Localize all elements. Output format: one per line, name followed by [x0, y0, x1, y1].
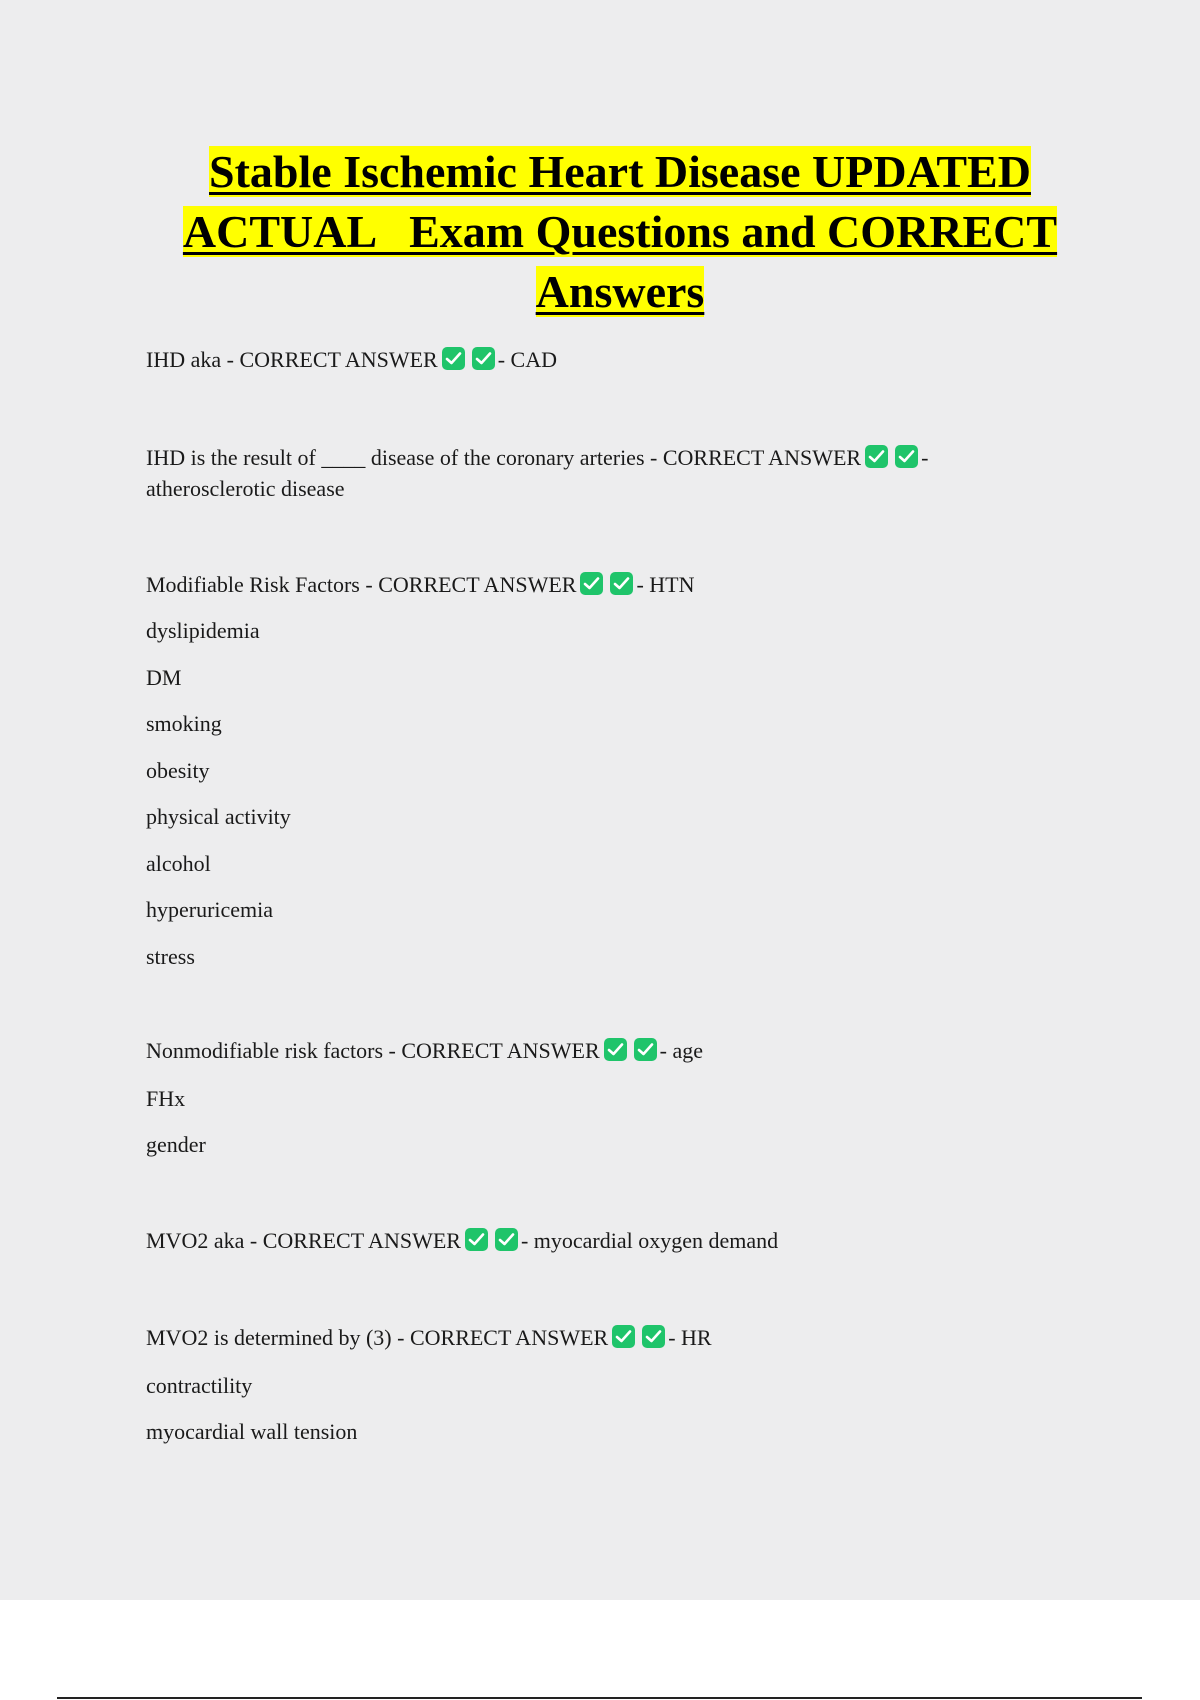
qa-item-3 [146, 569, 1046, 600]
check-mark-button-icon [580, 572, 603, 595]
answer-list-item: stress [146, 944, 195, 969]
question-text: MVO2 is determined by (3) - [146, 1325, 410, 1350]
answer-list-item: contractility [146, 1373, 253, 1398]
question-text: IHD is the result of ____ disease of the coronary arteries - [146, 445, 663, 470]
answer-list-item: obesity [146, 758, 210, 783]
title-line-2: ACTUAL Exam Questions and CORRECT [182, 206, 1058, 257]
answer-list-item: dyslipidemia [146, 618, 260, 643]
answer-marker: CORRECT ANSWER [262, 1228, 461, 1253]
document-title [140, 142, 1100, 322]
answer-text: - [921, 445, 929, 470]
answer-list-item: hyperuricemia [146, 897, 274, 922]
answer-marker: CORRECT ANSWER [239, 347, 438, 372]
answer-list-item: alcohol [146, 851, 211, 876]
answer-text: - HTN [636, 572, 695, 597]
question-text: MVO2 aka - [146, 1228, 263, 1253]
question-line [146, 569, 1046, 600]
question-line [146, 442, 1046, 473]
qa-item-2 [146, 442, 1046, 504]
answer-list-item: physical activity [146, 804, 291, 829]
answer-continuation: atherosclerotic disease [146, 476, 345, 501]
check-mark-button-icon [610, 572, 633, 595]
answer-marker: CORRECT ANSWER [409, 1325, 609, 1350]
qa-item-6 [146, 1322, 1046, 1353]
answer-marker: CORRECT ANSWER [401, 1038, 600, 1063]
check-mark-button-icon [495, 1228, 518, 1251]
answer-list-item: DM [146, 665, 182, 690]
check-mark-button-icon [465, 1228, 488, 1251]
check-mark-button-icon [612, 1325, 635, 1348]
check-mark-button-icon [895, 445, 918, 468]
title-line-1: Stable Ischemic Heart Disease UPDATED [209, 146, 1031, 197]
check-mark-button-icon [634, 1038, 657, 1061]
footer-rule [57, 1697, 1142, 1699]
answer-marker: CORRECT ANSWER [378, 572, 577, 597]
answer-text: - CAD [497, 347, 557, 372]
answer-list-item: gender [146, 1132, 206, 1157]
check-mark-button-icon [472, 347, 495, 370]
question-line [146, 1225, 1046, 1256]
check-mark-button-icon [604, 1038, 627, 1061]
check-mark-button-icon [642, 1325, 665, 1348]
question-text: Modifiable Risk Factors - [146, 572, 379, 597]
question-text: IHD aka - [146, 347, 240, 372]
answer-text: - age [659, 1038, 703, 1063]
check-mark-button-icon [865, 445, 888, 468]
answer-list-item: smoking [146, 711, 222, 736]
answer-list-item: myocardial wall tension [146, 1419, 358, 1444]
qa-item-4 [146, 1035, 1046, 1066]
question-line [146, 1322, 1046, 1353]
qa-item-1 [146, 344, 1046, 375]
answer-text: - HR [668, 1325, 712, 1350]
title-line-3: Answers [535, 266, 705, 317]
answer-text: - myocardial oxygen demand [520, 1228, 779, 1253]
qa-item-5 [146, 1225, 1046, 1256]
question-line [146, 344, 1046, 375]
question-line [146, 1035, 1046, 1066]
check-mark-button-icon [442, 347, 465, 370]
answer-marker: CORRECT ANSWER [662, 445, 862, 470]
answer-list-item: FHx [146, 1086, 186, 1111]
question-text: Nonmodifiable risk factors - [146, 1038, 402, 1063]
